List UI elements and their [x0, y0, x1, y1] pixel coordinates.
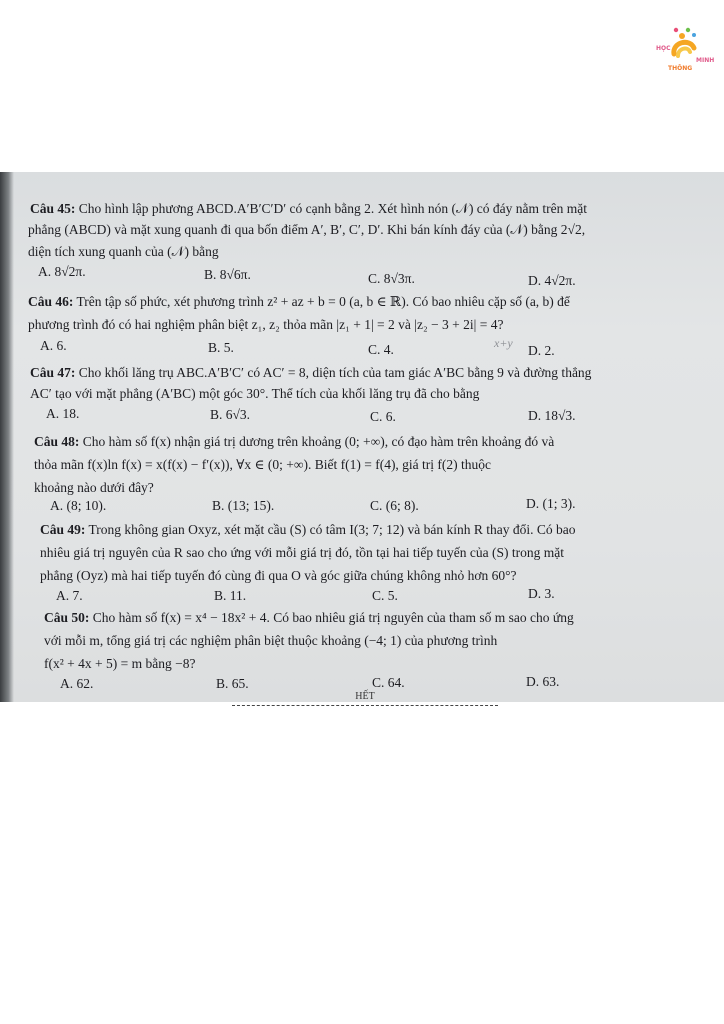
- question-50-answer-b: B. 65.: [216, 676, 249, 691]
- question-49-answer-b: B. 11.: [214, 588, 247, 603]
- question-50-answer-c: C. 64.: [372, 675, 405, 690]
- question-50-answer-a: A. 62.: [60, 676, 94, 691]
- question-49-label: Câu 49:: [40, 522, 86, 537]
- question-50-answer-d: D. 63.: [526, 674, 560, 689]
- question-50-line-3: f(x² + 4x + 5) = m bằng −8?: [44, 656, 196, 671]
- question-45-line-1: [30, 199, 587, 218]
- question-50-line-2: với mỗi m, tổng giá trị các nghiệm phân biệt thuộc khoảng (−4; 1) của phương trình: [44, 633, 498, 648]
- question-46-line-2: phương trình đó có hai nghiệm phân biệt z₁, z₂ thỏa mãn |z₁ + 1| = 2 và |z₂ − 3 + 2i| = 4?: [28, 317, 504, 332]
- question-45-line-2: phẳng (ABCD) và mặt xung quanh đi qua bốn điểm A′, B′, C′, D′. Khi bán kính đáy của (𝒩) bằng 2√2,: [28, 222, 586, 237]
- question-46-answer-d: D. 2.: [528, 343, 555, 358]
- question-47-line-1: [30, 363, 591, 382]
- question-47-answer-d: D. 18√3.: [528, 408, 576, 423]
- question-45-answer-d: D. 4√2π.: [528, 273, 576, 288]
- question-46-label: Câu 46:: [28, 294, 74, 309]
- exam-photo: [0, 172, 724, 702]
- handwritten-scribble: x+y: [494, 336, 513, 350]
- question-47-text-1: Cho khối lăng trụ ABC.A′B′C′ có AC′ = 8, diện tích của tam giác A′BC bằng 9 và đường thẳng: [75, 365, 592, 380]
- question-50-text-1: Cho hàm số f(x) = x⁴ − 18x² + 4. Có bao nhiêu giá trị nguyên của tham số m sao cho ứng: [89, 610, 574, 625]
- question-50-line-1: [44, 608, 574, 627]
- question-48-line-1: [34, 432, 554, 451]
- question-49-text-1: Trong không gian Oxyz, xét mặt cầu (S) có tâm I(3; 7; 12) và bán kính R thay đổi. Có bao: [85, 522, 576, 537]
- hoc-thong-minh-logo: [650, 24, 714, 80]
- question-45-answer-a: A. 8√2π.: [38, 264, 86, 279]
- svg-text:HỌC: HỌC: [656, 45, 671, 52]
- end-of-exam-marker: [232, 692, 498, 706]
- question-45-answer-c: C. 8√3π.: [368, 271, 415, 286]
- question-49-answer-c: C. 5.: [372, 588, 398, 603]
- question-48-text-1: Cho hàm số f(x) nhận giá trị dương trên khoảng (0; +∞), có đạo hàm trên khoảng đó và: [79, 434, 555, 449]
- question-49-line-3: phẳng (Oyz) mà hai tiếp tuyến đó cùng đi qua O và góc giữa chúng không nhỏ hơn 60°?: [40, 568, 517, 583]
- question-49-line-2: nhiêu giá trị nguyên của R sao cho ứng với mỗi giá trị đó, tồn tại hai tiếp tuyến của (S) trong mặt: [40, 545, 564, 560]
- question-48-line-3: khoảng nào dưới đây?: [34, 480, 154, 495]
- question-48-answer-d: D. (1; 3).: [526, 496, 576, 511]
- question-49-line-1: [40, 520, 575, 539]
- question-45-line-3: diện tích xung quanh của (𝒩) bằng: [28, 244, 219, 259]
- question-48-answer-b: B. (13; 15).: [212, 498, 275, 513]
- end-text: HẾT: [355, 691, 375, 702]
- question-46-answer-c: C. 4.: [368, 342, 394, 357]
- question-47-line-2: AC′ tạo với mặt phẳng (A′BC) một góc 30°. Thể tích của khối lăng trụ đã cho bằng: [30, 386, 480, 401]
- question-49-answer-a: A. 7.: [56, 588, 83, 603]
- question-45-text-1: Cho hình lập phương ABCD.A′B′C′D′ có cạnh bằng 2. Xét hình nón (𝒩) có đáy nằm trên mặt: [75, 201, 588, 216]
- question-46-answer-b: B. 5.: [208, 340, 234, 355]
- svg-text:MINH: MINH: [696, 57, 714, 64]
- question-46-line-1: [28, 292, 570, 311]
- question-45-label: Câu 45:: [30, 201, 76, 216]
- question-46-text-1: Trên tập số phức, xét phương trình z² + az + b = 0 (a, b ∈ ℝ). Có bao nhiêu cặp số (a, b) để: [73, 294, 570, 309]
- question-48-label: Câu 48:: [34, 434, 80, 449]
- question-47-answer-b: B. 6√3.: [210, 407, 251, 422]
- question-47-answer-a: A. 18.: [46, 406, 80, 421]
- question-50-label: Câu 50:: [44, 610, 90, 625]
- question-46-answer-a: A. 6.: [40, 338, 67, 353]
- question-47-label: Câu 47:: [30, 365, 76, 380]
- question-48-answer-a: A. (8; 10).: [50, 498, 107, 513]
- question-48-line-2: thỏa mãn f(x)ln f(x) = x(f(x) − f′(x)), ∀x ∈ (0; +∞). Biết f(1) = f(4), giá trị f(2) thuộc: [34, 457, 492, 472]
- logo-mark-icon: [650, 24, 714, 80]
- question-48-answer-c: C. (6; 8).: [370, 498, 419, 513]
- svg-text:THÔNG: THÔNG: [668, 65, 693, 72]
- question-45-answer-b: B. 8√6π.: [204, 267, 251, 282]
- question-47-answer-c: C. 6.: [370, 409, 396, 424]
- question-49-answer-d: D. 3.: [528, 586, 555, 601]
